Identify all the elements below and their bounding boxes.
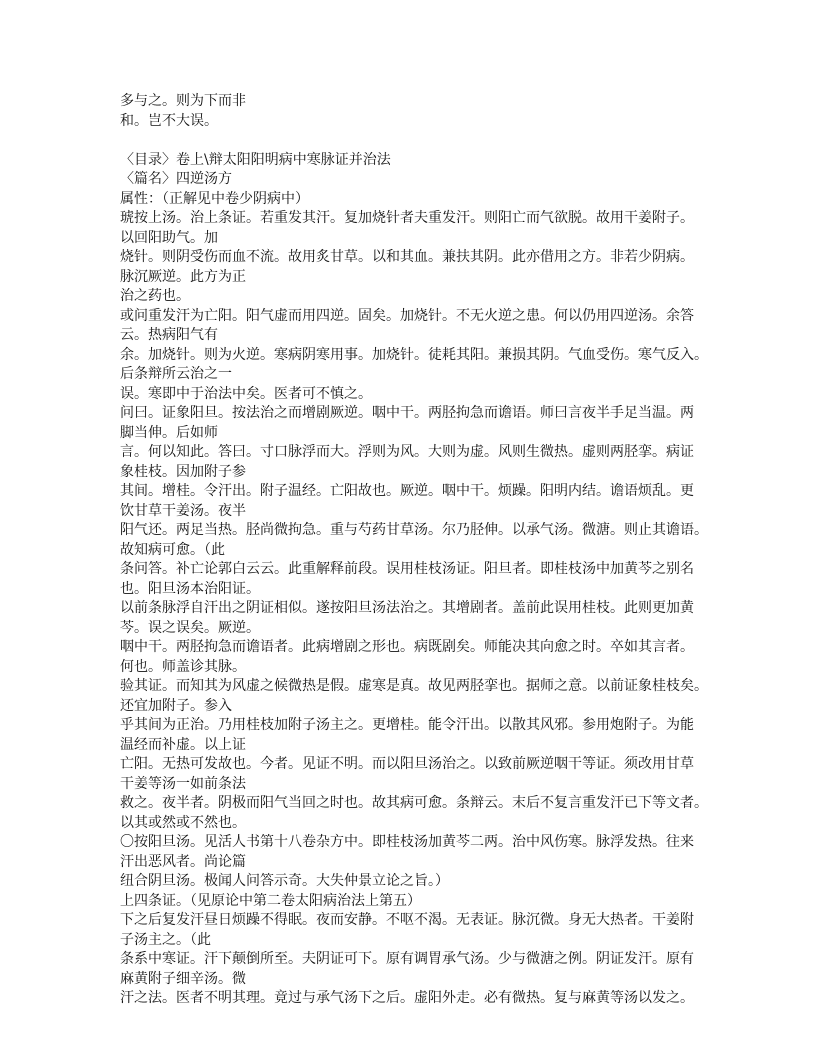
text-line: 〇按阳旦汤。见活人书第十八卷杂方中。即桂枝汤加黄芩二两。治中风伤寒。脉浮发热。往来 (120, 834, 694, 850)
text-line: 烧针。则阴受伤而血不流。故用炙甘草。以和其血。兼扶其阴。此亦借用之方。非若少阴病。 (120, 249, 694, 265)
text-line: 麻黄附子细辛汤。微 (120, 970, 246, 987)
text-line: 〈目录〉卷上\辩太阳阳明病中寒脉证并治法 (120, 151, 391, 168)
text-line: 脉沉厥逆。此方为正 (120, 268, 246, 285)
text-line: 子汤主之。（此 (120, 931, 211, 948)
text-line: 故知病可愈。（此 (120, 541, 225, 558)
text-line: 上四条证。（见原论中第二卷太阳病治法上第五） (120, 892, 421, 909)
text-line: 也。阳旦汤本治阳证。 (120, 580, 260, 597)
text-line: 饮甘草干姜汤。夜半 (120, 502, 246, 519)
text-line: 余。加烧针。则为火逆。寒病阴寒用事。加烧针。徒耗其阳。兼损其阴。气血受伤。寒气反入。 (120, 346, 708, 363)
text-line: 以其或然或不然也。 (120, 814, 246, 831)
text-line: 以前条脉浮自汗出之阴证相似。遂按阳旦汤法治之。其增剧者。盖前此误用桂枝。此则更加黄 (120, 600, 694, 616)
text-line: 多与之。则为下而非 (120, 93, 246, 109)
text-line: 芩。误之误矣。厥逆。 (120, 619, 260, 636)
text-line: 下之后复发汗昼日烦躁不得眠。夜而安静。不呕不渴。无表证。脉沉微。身无大热者。干姜附 (120, 912, 694, 928)
text-line: 〈篇名〉四逆汤方 (120, 171, 232, 187)
text-line: 以回阳助气。加 (120, 229, 218, 246)
blank-line (120, 131, 708, 151)
text-line: 条系中寒证。汗下颠倒所至。夫阴证可下。原有调胃承气汤。少与微溏之例。阴证发汗。原有 (120, 951, 694, 967)
text-line: 脚当伸。后如师 (120, 424, 218, 441)
text-line: 言。何以知此。答曰。寸口脉浮而大。浮则为风。大则为虚。风则生微热。虚则两胫挛。病证 (120, 444, 694, 460)
text-line: 其间。增桂。令汗出。附子温经。亡阳故也。厥逆。咽中干。烦躁。阳明内结。谵语烦乱。更 (120, 483, 694, 499)
text-line: 还宜加附子。参入 (120, 697, 232, 714)
text-line: 和。岂不大误。 (120, 112, 218, 129)
text-line: 汗之法。医者不明其理。竟过与承气汤下之后。虚阳外走。必有微热。复与麻黄等汤以发之。 (120, 990, 694, 1006)
text-line: 问曰。证象阳旦。按法治之而增剧厥逆。咽中干。两胫拘急而谵语。师曰言夜半手足当温。两 (120, 405, 694, 421)
text-line: 汗出恶风者。尚论篇 (120, 853, 246, 870)
text-line: 温经而补虚。以上证 (120, 736, 246, 753)
text-line: 象桂枝。因加附子参 (120, 463, 246, 480)
text-line: 何也。师盖诊其脉。 (120, 658, 246, 675)
text-line: 云。热病阳气有 (120, 327, 218, 343)
text-line: 乎其间为正治。乃用桂枝加附子汤主之。更增桂。能令汗出。以散其风邪。参用炮附子。为能 (120, 717, 694, 733)
text-line: 验其证。而知其为风虚之候微热是假。虚寒是真。故见两胫挛也。据师之意。以前证象桂枝矣。 (120, 678, 708, 694)
text-line: 误。寒即中于治法中矣。医者可不慎之。 (120, 385, 372, 402)
text-line: 琥按上汤。治上条证。若重发其汗。复加烧针者夫重发汗。则阳亡而气欲脱。故用干姜附子。 (120, 210, 694, 226)
text-line: 后条辩所云治之一 (120, 366, 232, 382)
text-line: 救之。夜半者。阴极而阳气当回之时也。故其病可愈。条辩云。末后不复言重发汗已下等文者。 (120, 795, 708, 811)
text-line: 或问重发汗为亡阳。阳气虚而用四逆。固矣。加烧针。不无火逆之患。何以仍用四逆汤。余答 (120, 307, 694, 324)
text-line: 干姜等汤一如前条法 (120, 775, 246, 792)
text-line: 咽中干。两胫拘急而谵语者。此病增剧之形也。病既剧矣。师能决其向愈之时。卒如其言者。 (120, 639, 694, 655)
document-body (120, 92, 708, 1009)
text-line: 纽合阴旦汤。极闻人问答示奇。大失仲景立论之旨。） (120, 873, 449, 889)
text-line: 属性：（正解见中卷少阴病中） (120, 190, 309, 207)
text-line: 治之药也。 (120, 288, 190, 304)
text-line: 条问答。补亡论郭白云云。此重解释前段。误用桂枝汤证。阳旦者。即桂枝汤中加黄芩之别名 (120, 561, 694, 577)
text-line: 亡阳。无热可发故也。今者。见证不明。而以阳旦汤治之。以致前厥逆咽干等证。须改用甘草 (120, 756, 694, 772)
text-line: 阳气还。两足当热。胫尚微拘急。重与芍药甘草汤。尔乃胫伸。以承气汤。微溏。则止其谵语。 (120, 522, 708, 538)
